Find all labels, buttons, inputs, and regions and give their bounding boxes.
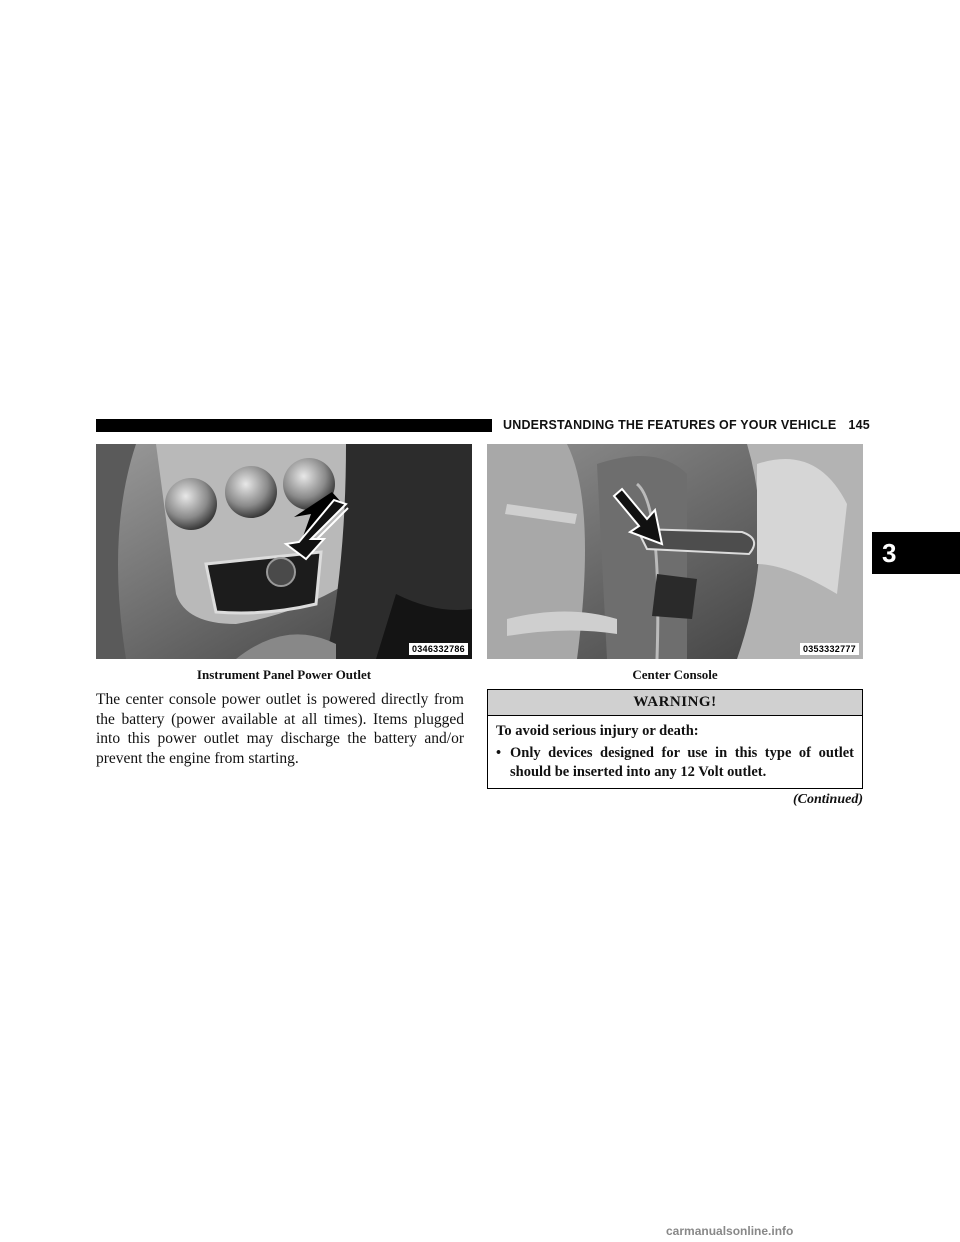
continued-note: (Continued) (792, 792, 863, 807)
instrument-panel-illustration (96, 444, 472, 659)
warning-bullet-text: Only devices designed for use in this type of outlet should be inserted into any 12 Volt outlet. (510, 745, 854, 780)
chapter-tab: 3 (872, 532, 960, 574)
hvac-knob-left (165, 478, 217, 530)
figure-center-console-photo (487, 444, 863, 659)
header-title: UNDERSTANDING THE FEATURES OF YOUR VEHICLE (503, 418, 837, 432)
bullet-icon: • (496, 745, 502, 761)
figure-instrument-panel-photo (96, 444, 472, 659)
power-outlet-socket (267, 558, 295, 586)
body-paragraph: The center console power outlet is powered directly from the battery (power available at all times). Items plugged into this power outlet may discharge the battery and/or prevent the engine from starting. (96, 691, 464, 767)
center-console-illustration (487, 444, 863, 659)
warning-bullet (496, 744, 854, 782)
figure-code: 0346332786 (409, 643, 468, 655)
warning-title: WARNING! (488, 690, 862, 716)
figure-code: 0353332777 (800, 643, 859, 655)
header-rule (96, 419, 492, 432)
warning-box (487, 689, 863, 789)
warning-intro: To avoid serious injury or death: (496, 723, 699, 739)
running-header (503, 418, 870, 432)
figure-caption: Instrument Panel Power Outlet (196, 667, 372, 682)
watermark-footer: carmanualsonline.info (666, 1224, 794, 1238)
page-number: 145 (848, 418, 870, 432)
figure-caption: Center Console (632, 667, 718, 682)
hvac-knob-center (225, 466, 277, 518)
